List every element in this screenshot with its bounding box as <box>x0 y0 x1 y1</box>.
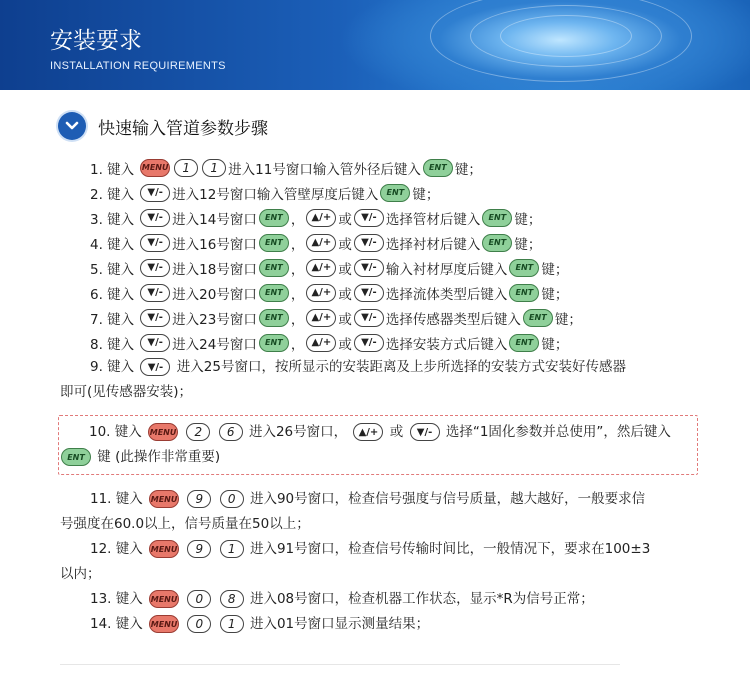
step-11 <box>60 487 700 537</box>
down-key-icon: ▼/- <box>354 209 384 227</box>
decorative-swirl <box>500 15 632 57</box>
step-number: 13. 键入 <box>90 591 143 607</box>
up-key-icon: ▲/+ <box>306 234 336 252</box>
step-number: 4. 键入 <box>90 236 135 253</box>
step-4 <box>60 230 700 255</box>
digit-key-icon: 1 <box>220 540 244 558</box>
step-text: 选择管材后键入 <box>385 211 481 228</box>
step-text: 选择衬材后键入 <box>385 236 481 253</box>
step-number: 11. 键入 <box>90 491 143 507</box>
step-number: 8. 键入 <box>90 336 135 353</box>
ent-key-icon: ENT <box>259 284 289 302</box>
menu-key-icon: MENU <box>149 615 179 633</box>
step-text: 进入16号窗口 <box>172 236 257 253</box>
ent-key-icon: ENT <box>61 448 91 466</box>
step-3 <box>60 205 700 230</box>
digit-key-icon: 0 <box>187 615 211 633</box>
step-text: ， <box>290 336 305 353</box>
step-number: 10. 键入 <box>89 424 142 440</box>
step-text: 进入26号窗口， <box>248 424 348 440</box>
steps-list <box>60 155 700 637</box>
page-subtitle: INSTALLATION REQUIREMENTS <box>50 60 226 72</box>
step-text: 进入14号窗口 <box>172 211 257 228</box>
step-number: 6. 键入 <box>90 286 135 303</box>
step-text: 键； <box>412 186 440 203</box>
step-text: 或 <box>338 311 352 328</box>
step-number: 7. 键入 <box>90 311 135 328</box>
step-text: 或 <box>338 261 352 278</box>
header-banner <box>0 0 750 90</box>
step-text: 或 <box>338 286 352 303</box>
step-5 <box>60 255 700 280</box>
step-text: 进入01号窗口显示测量结果； <box>249 616 430 632</box>
down-key-icon: ▼/- <box>140 309 170 327</box>
step-text: 键； <box>541 261 569 278</box>
step-text: ， <box>290 261 305 278</box>
step-number: 1. 键入 <box>90 161 135 178</box>
step-text: 以内； <box>60 566 101 582</box>
down-key-icon: ▼/- <box>140 209 170 227</box>
step-text: 键； <box>541 336 569 353</box>
step-9 <box>60 355 700 405</box>
step-text: 进入24号窗口 <box>172 336 257 353</box>
ent-key-icon: ENT <box>259 259 289 277</box>
digit-key-icon: 9 <box>187 540 211 558</box>
step-7 <box>60 305 700 330</box>
step-text: 进入12号窗口输入管壁厚度后键入 <box>172 186 379 203</box>
step-6 <box>60 280 700 305</box>
step-number: 14. 键入 <box>90 616 143 632</box>
step-text: ， <box>290 236 305 253</box>
digit-key-icon: 0 <box>220 490 244 508</box>
step-number: 5. 键入 <box>90 261 135 278</box>
step-text: 键； <box>514 211 542 228</box>
step-text: 或 <box>338 236 352 253</box>
digit-key-icon: 1 <box>202 159 226 177</box>
down-key-icon: ▼/- <box>140 234 170 252</box>
step-text: ， <box>290 286 305 303</box>
up-key-icon: ▲/+ <box>353 423 383 441</box>
down-key-icon: ▼/- <box>140 284 170 302</box>
step-number: 9. 键入 <box>90 359 135 375</box>
ent-key-icon: ENT <box>523 309 553 327</box>
up-key-icon: ▲/+ <box>306 259 336 277</box>
digit-key-icon: 2 <box>186 423 210 441</box>
ent-key-icon: ENT <box>482 234 512 252</box>
down-key-icon: ▼/- <box>140 259 170 277</box>
down-key-icon: ▼/- <box>140 184 170 202</box>
step-text: 输入衬材厚度后键入 <box>385 261 508 278</box>
step-text: 进入91号窗口，检查信号传输时间比，一般情况下，要求在100±3 <box>249 541 651 557</box>
step-text: 选择“1固化参数并总使用”，然后键入 <box>445 424 671 440</box>
up-key-icon: ▲/+ <box>306 334 336 352</box>
down-key-icon: ▼/- <box>410 423 440 441</box>
step-text: 号强度在60.0以上，信号质量在50以上； <box>60 516 310 532</box>
step-12 <box>60 537 700 587</box>
section-header <box>58 111 268 141</box>
digit-key-icon: 1 <box>174 159 198 177</box>
step-2 <box>60 180 700 205</box>
down-key-icon: ▼/- <box>354 309 384 327</box>
digit-key-icon: 0 <box>187 590 211 608</box>
step-text: 进入11号窗口输入管外径后键入 <box>228 161 421 178</box>
ent-key-icon: ENT <box>509 259 539 277</box>
step-13 <box>60 587 700 612</box>
step-text: ， <box>290 311 305 328</box>
step-10-highlight <box>58 415 698 475</box>
ent-key-icon: ENT <box>509 334 539 352</box>
step-text: 键； <box>514 236 542 253</box>
chevron-down-icon <box>58 112 86 140</box>
step-text: 选择流体类型后键入 <box>385 286 508 303</box>
ent-key-icon: ENT <box>423 159 453 177</box>
step-14 <box>60 612 700 637</box>
step-text: 键 (此操作非常重要) <box>97 449 221 465</box>
step-text: 进入90号窗口，检查信号强度与信号质量，越大越好，一般要求信 <box>249 491 646 507</box>
menu-key-icon: MENU <box>140 159 170 177</box>
step-text: 即可(见传感器安装)； <box>60 384 193 400</box>
ent-key-icon: ENT <box>509 284 539 302</box>
step-number: 3. 键入 <box>90 211 135 228</box>
step-text: 进入23号窗口 <box>172 311 257 328</box>
up-key-icon: ▲/+ <box>306 309 336 327</box>
down-key-icon: ▼/- <box>354 259 384 277</box>
step-text: 键； <box>541 286 569 303</box>
step-number: 12. 键入 <box>90 541 143 557</box>
step-text: 键； <box>454 161 482 178</box>
ent-key-icon: ENT <box>259 234 289 252</box>
step-1 <box>60 155 700 180</box>
ent-key-icon: ENT <box>482 209 512 227</box>
step-text: 选择安装方式后键入 <box>385 336 508 353</box>
step-text: 进入25号窗口，按所显示的安装距离及上步所选择的安装方式安装好传感器 <box>176 359 626 375</box>
up-key-icon: ▲/+ <box>306 209 336 227</box>
step-text: 进入08号窗口，检查机器工作状态，显示*R为信号正常； <box>249 591 594 607</box>
step-text: 进入20号窗口 <box>172 286 257 303</box>
step-8 <box>60 330 700 355</box>
ent-key-icon: ENT <box>380 184 410 202</box>
step-text: 选择传感器类型后键入 <box>385 311 521 328</box>
step-text: ， <box>290 211 305 228</box>
ent-key-icon: ENT <box>259 209 289 227</box>
ent-key-icon: ENT <box>259 334 289 352</box>
down-key-icon: ▼/- <box>354 284 384 302</box>
menu-key-icon: MENU <box>149 490 179 508</box>
digit-key-icon: 8 <box>220 590 244 608</box>
up-key-icon: ▲/+ <box>306 284 336 302</box>
page-title: 安装要求 <box>50 28 142 54</box>
step-text: 或 <box>389 424 404 440</box>
digit-key-icon: 9 <box>187 490 211 508</box>
down-key-icon: ▼/- <box>140 334 170 352</box>
step-text: 或 <box>338 211 352 228</box>
step-text: 或 <box>338 336 352 353</box>
step-text: 进入18号窗口 <box>172 261 257 278</box>
down-key-icon: ▼/- <box>140 358 170 376</box>
digit-key-icon: 1 <box>220 615 244 633</box>
menu-key-icon: MENU <box>149 540 179 558</box>
down-key-icon: ▼/- <box>354 334 384 352</box>
ent-key-icon: ENT <box>259 309 289 327</box>
down-key-icon: ▼/- <box>354 234 384 252</box>
step-text: 键； <box>554 311 582 328</box>
step-number: 2. 键入 <box>90 186 135 203</box>
divider <box>60 664 620 665</box>
section-title: 快速输入管道参数步骤 <box>98 118 268 139</box>
menu-key-icon: MENU <box>149 590 179 608</box>
digit-key-icon: 6 <box>219 423 243 441</box>
menu-key-icon: MENU <box>148 423 178 441</box>
